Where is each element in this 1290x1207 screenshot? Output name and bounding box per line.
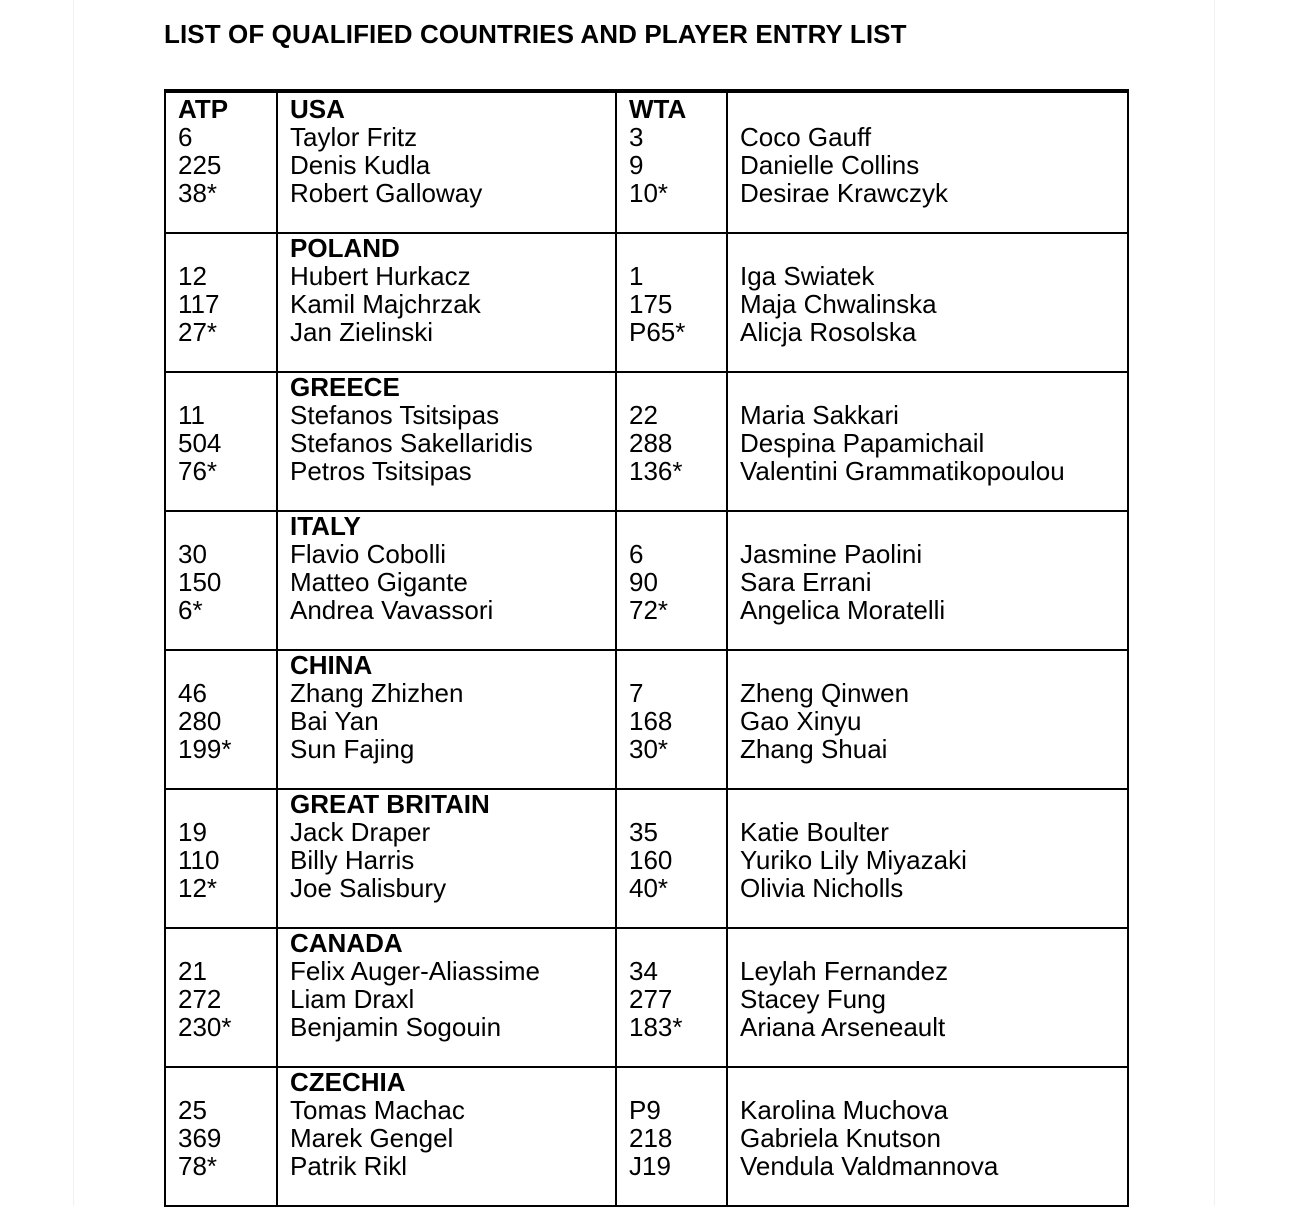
- atp-player: Liam Draxl: [290, 984, 415, 1014]
- atp-rank: 76*: [178, 456, 218, 486]
- atp-rank-cell: [165, 372, 277, 511]
- atp-rank: 38*: [178, 178, 218, 208]
- atp-player: Kamil Majchrzak: [290, 289, 481, 319]
- atp-player: Robert Galloway: [290, 178, 483, 208]
- country-name: USA: [290, 94, 345, 124]
- spacer: [740, 790, 1127, 818]
- spacer: [740, 373, 1127, 401]
- atp-player: Andrea Vavassori: [290, 595, 494, 625]
- atp-rank: 199*: [178, 734, 232, 764]
- atp-players-cell: [277, 928, 616, 1067]
- wta-rank: 277: [629, 984, 673, 1014]
- atp-players-cell: [277, 233, 616, 372]
- spacer: [629, 1068, 726, 1096]
- wta-rank: 30*: [629, 734, 669, 764]
- wta-players-cell: [727, 1067, 1128, 1206]
- wta-player: Sara Errani: [740, 567, 872, 597]
- atp-player: Sun Fajing: [290, 734, 415, 764]
- wta-player: Coco Gauff: [740, 122, 872, 152]
- wta-player: Gabriela Knutson: [740, 1123, 941, 1153]
- atp-rank: 6*: [178, 595, 203, 625]
- atp-player: Benjamin Sogouin: [290, 1012, 502, 1042]
- atp-rank: 280: [178, 706, 222, 736]
- wta-player: Gao Xinyu: [740, 706, 862, 736]
- atp-rank: 25: [178, 1095, 207, 1125]
- country-row: [165, 91, 1128, 233]
- wta-rank-cell: [616, 372, 727, 511]
- wta-rank-cell: [616, 650, 727, 789]
- wta-rank: 183*: [629, 1012, 683, 1042]
- wta-player: Iga Swiatek: [740, 261, 875, 291]
- spacer: [178, 1068, 276, 1096]
- atp-player: Flavio Cobolli: [290, 539, 447, 569]
- country-row: [165, 789, 1128, 928]
- wta-players-cell: [727, 789, 1128, 928]
- atp-rank: 11: [178, 400, 205, 430]
- atp-rank: 504: [178, 428, 222, 458]
- country-name: CZECHIA: [290, 1067, 406, 1097]
- wta-player: Vendula Valdmannova: [740, 1151, 999, 1181]
- wta-player: Yuriko Lily Miyazaki: [740, 845, 967, 875]
- country-name: POLAND: [290, 233, 400, 263]
- wta-rank: 34: [629, 956, 658, 986]
- atp-players-cell: [277, 372, 616, 511]
- atp-players-cell: [277, 1067, 616, 1206]
- atp-rank: 12: [178, 261, 207, 291]
- country-name: GREECE: [290, 372, 400, 402]
- wta-rank: 1: [629, 261, 644, 291]
- spacer: [178, 234, 276, 262]
- country-row: [165, 372, 1128, 511]
- spacer: [178, 512, 276, 540]
- atp-rank-cell: [165, 928, 277, 1067]
- atp-rank: 272: [178, 984, 222, 1014]
- atp-players-cell: [277, 91, 616, 233]
- atp-rank: 6: [178, 122, 193, 152]
- atp-player: Billy Harris: [290, 845, 415, 875]
- wta-player: Despina Papamichail: [740, 428, 985, 458]
- wta-players-cell: [727, 233, 1128, 372]
- wta-player: Jasmine Paolini: [740, 539, 923, 569]
- atp-rank-cell: [165, 91, 277, 233]
- wta-rank: 288: [629, 428, 673, 458]
- atp-player: Marek Gengel: [290, 1123, 454, 1153]
- wta-player: Olivia Nicholls: [740, 873, 904, 903]
- wta-player: Danielle Collins: [740, 150, 920, 180]
- wta-rank: 90: [629, 567, 658, 597]
- atp-player: Jan Zielinski: [290, 317, 434, 347]
- wta-player: Angelica Moratelli: [740, 595, 946, 625]
- wta-player: Desirae Krawczyk: [740, 178, 949, 208]
- atp-rank-cell: [165, 650, 277, 789]
- wta-player: Valentini Grammatikopoulou: [740, 456, 1065, 486]
- spacer: [178, 790, 276, 818]
- wta-rank: 9: [629, 150, 644, 180]
- spacer: [740, 1068, 1127, 1096]
- atp-rank: 369: [178, 1123, 222, 1153]
- wta-rank-cell: [616, 1067, 727, 1206]
- atp-player: Hubert Hurkacz: [290, 261, 471, 291]
- country-row: [165, 928, 1128, 1067]
- country-name: ITALY: [290, 511, 361, 541]
- spacer: [629, 373, 726, 401]
- wta-player: Karolina Muchova: [740, 1095, 949, 1125]
- country-row: [165, 1067, 1128, 1206]
- wta-players-cell: [727, 650, 1128, 789]
- spacer: [740, 512, 1127, 540]
- wta-player: Leylah Fernandez: [740, 956, 949, 986]
- atp-players-cell: [277, 650, 616, 789]
- wta-rank: 168: [629, 706, 673, 736]
- country-row: [165, 233, 1128, 372]
- atp-player: Matteo Gigante: [290, 567, 468, 597]
- atp-player: Taylor Fritz: [290, 122, 418, 152]
- spacer: [629, 512, 726, 540]
- atp-player: Petros Tsitsipas: [290, 456, 472, 486]
- wta-players-cell: [727, 511, 1128, 650]
- spacer: [178, 929, 276, 957]
- country-name: CHINA: [290, 650, 373, 680]
- atp-rank-cell: [165, 511, 277, 650]
- atp-player: Patrik Rikl: [290, 1151, 408, 1181]
- wta-rank: 22: [629, 400, 658, 430]
- wta-rank-cell: [616, 789, 727, 928]
- wta-rank: P9: [629, 1095, 661, 1125]
- atp-rank: 230*: [178, 1012, 232, 1042]
- atp-rank: 110: [178, 845, 220, 875]
- document-title: LIST OF QUALIFIED COUNTRIES AND PLAYER ENTRY LIST: [164, 19, 907, 49]
- atp-rank: 46: [178, 678, 207, 708]
- atp-player: Felix Auger-Aliassime: [290, 956, 540, 986]
- atp-rank: 78*: [178, 1151, 218, 1181]
- spacer: [629, 234, 726, 262]
- wta-rank-cell: [616, 511, 727, 650]
- atp-rank: 21: [178, 956, 207, 986]
- wta-player: Zheng Qinwen: [740, 678, 910, 708]
- wta-header: WTA: [629, 94, 687, 124]
- country-name: GREAT BRITAIN: [290, 789, 490, 819]
- wta-player: Stacey Fung: [740, 984, 886, 1014]
- spacer: [740, 929, 1127, 957]
- wta-rank: 35: [629, 817, 658, 847]
- atp-player: Jack Draper: [290, 817, 431, 847]
- wta-rank: 7: [629, 678, 644, 708]
- spacer: [629, 929, 726, 957]
- atp-rank: 150: [178, 567, 222, 597]
- atp-rank: 19: [178, 817, 207, 847]
- atp-player: Denis Kudla: [290, 150, 431, 180]
- atp-player: Tomas Machac: [290, 1095, 465, 1125]
- spacer: [740, 234, 1127, 262]
- atp-player: Stefanos Tsitsipas: [290, 400, 500, 430]
- atp-rank-cell: [165, 789, 277, 928]
- wta-player: Maria Sakkari: [740, 400, 899, 430]
- wta-rank: P65*: [629, 317, 686, 347]
- spacer: [740, 651, 1127, 679]
- spacer: [629, 651, 726, 679]
- wta-player: Maja Chwalinska: [740, 289, 937, 319]
- atp-rank: 30: [178, 539, 207, 569]
- atp-rank: 12*: [178, 873, 218, 903]
- atp-players-cell: [277, 511, 616, 650]
- wta-player: Ariana Arseneault: [740, 1012, 946, 1042]
- spacer: [740, 95, 1127, 123]
- wta-rank-cell: [616, 91, 727, 233]
- atp-players-cell: [277, 789, 616, 928]
- wta-rank: 136*: [629, 456, 683, 486]
- wta-players-cell: [727, 372, 1128, 511]
- wta-rank: 10*: [629, 178, 669, 208]
- wta-player: Alicja Rosolska: [740, 317, 917, 347]
- wta-rank: 175: [629, 289, 673, 319]
- atp-player: Stefanos Sakellaridis: [290, 428, 533, 458]
- spacer: [629, 790, 726, 818]
- wta-rank: J19: [629, 1151, 671, 1181]
- atp-header: ATP: [178, 94, 229, 124]
- atp-rank: 27*: [178, 317, 218, 347]
- entry-list-table: [164, 89, 1129, 1207]
- wta-rank: 3: [629, 122, 644, 152]
- spacer: [178, 651, 276, 679]
- country-name: CANADA: [290, 928, 403, 958]
- atp-rank-cell: [165, 233, 277, 372]
- wta-players-cell: [727, 91, 1128, 233]
- wta-rank: 6: [629, 539, 644, 569]
- wta-player: Katie Boulter: [740, 817, 889, 847]
- atp-rank: 225: [178, 150, 222, 180]
- wta-rank-cell: [616, 233, 727, 372]
- atp-player: Zhang Zhizhen: [290, 678, 464, 708]
- country-row: [165, 511, 1128, 650]
- atp-rank-cell: [165, 1067, 277, 1206]
- wta-rank: 40*: [629, 873, 669, 903]
- wta-players-cell: [727, 928, 1128, 1067]
- country-row: [165, 650, 1128, 789]
- wta-player: Zhang Shuai: [740, 734, 888, 764]
- spacer: [178, 373, 276, 401]
- wta-rank-cell: [616, 928, 727, 1067]
- atp-player: Joe Salisbury: [290, 873, 447, 903]
- wta-rank: 72*: [629, 595, 669, 625]
- atp-rank: 117: [178, 289, 220, 319]
- atp-player: Bai Yan: [290, 706, 379, 736]
- wta-rank: 218: [629, 1123, 673, 1153]
- wta-rank: 160: [629, 845, 673, 875]
